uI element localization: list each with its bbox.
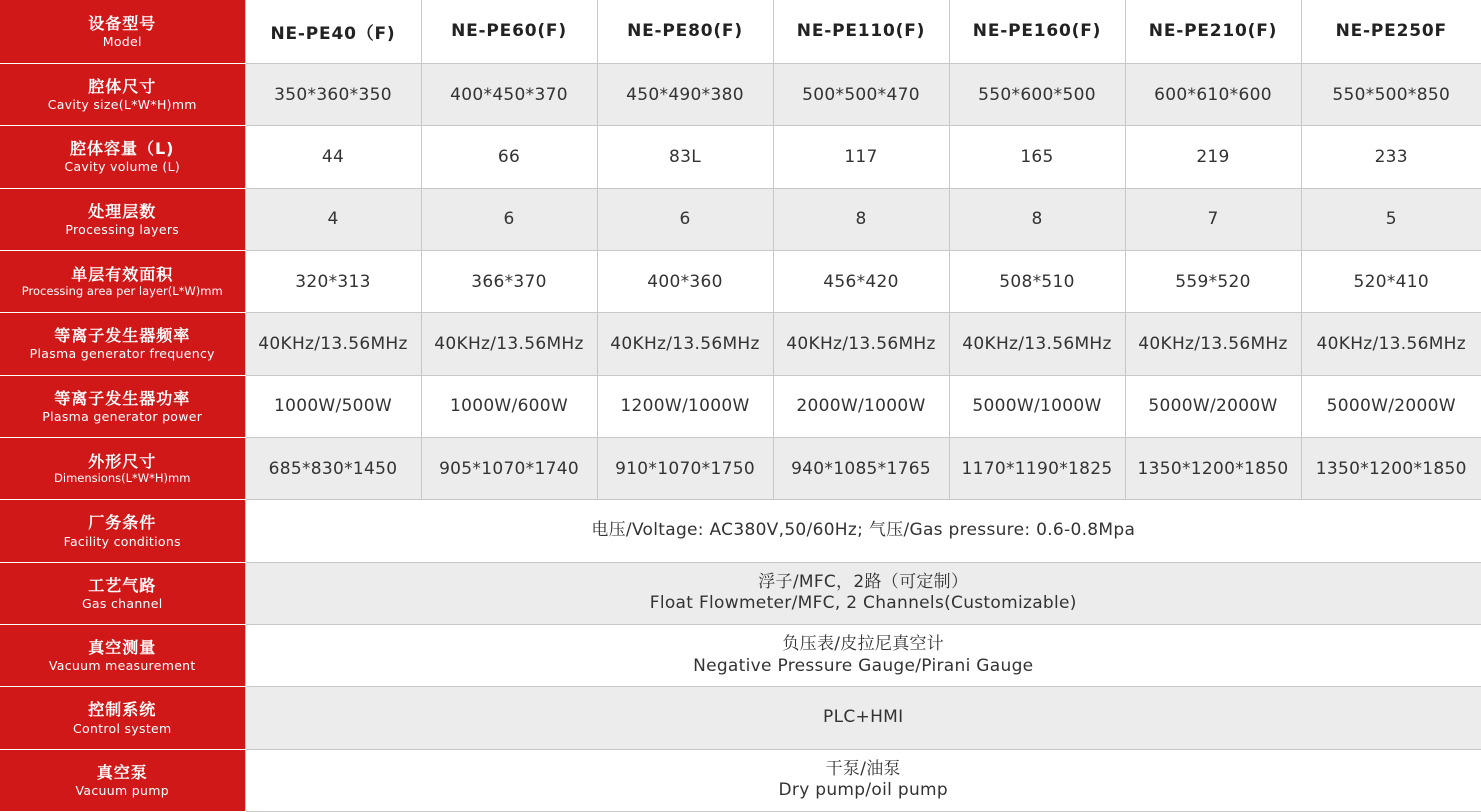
row-label <box>0 624 245 686</box>
spec-value: 400*450*370 <box>421 63 597 125</box>
spec-shared-line: Negative Pressure Gauge/Pirani Gauge <box>693 655 1034 676</box>
row-label <box>0 188 245 250</box>
spec-shared-line: 浮子/MFC，2路（可定制） <box>758 572 969 593</box>
spec-value: 165 <box>949 126 1125 188</box>
label-zh: 工艺气路 <box>88 575 157 595</box>
spec-value: 1200W/1000W <box>597 375 773 437</box>
spec-value: 550*600*500 <box>949 63 1125 125</box>
spec-row-cavity-volume <box>0 126 1481 188</box>
spec-value: 1350*1200*1850 <box>1125 437 1301 499</box>
spec-value: 600*610*600 <box>1125 63 1301 125</box>
spec-shared-line: Float Flowmeter/MFC, 2 Channels(Customizable) <box>649 593 1077 614</box>
spec-shared-line: 负压表/皮拉尼真空计 <box>782 634 945 655</box>
label-zh: 单层有效面积 <box>71 264 174 284</box>
spec-value: 40KHz/13.56MHz <box>949 313 1125 375</box>
spec-row-plasma-frequency <box>0 313 1481 375</box>
spec-value: 1170*1190*1825 <box>949 437 1125 499</box>
model-header: NE-PE40（F) <box>245 0 421 63</box>
spec-value: 520*410 <box>1301 250 1481 312</box>
label-zh: 等离子发生器功率 <box>54 388 191 408</box>
spec-value: 117 <box>773 126 949 188</box>
row-label <box>0 313 245 375</box>
label-en: Gas channel <box>81 595 163 611</box>
label-zh: 处理层数 <box>88 201 157 221</box>
label-en: Vacuum measurement <box>48 658 196 674</box>
spec-value: 40KHz/13.56MHz <box>245 313 421 375</box>
model-header: NE-PE250F <box>1301 0 1481 63</box>
label-zh: 外形尺寸 <box>88 451 157 471</box>
model-header: NE-PE110(F) <box>773 0 949 63</box>
spec-value: 940*1085*1765 <box>773 437 949 499</box>
spec-value: 40KHz/13.56MHz <box>773 313 949 375</box>
spec-value: 5 <box>1301 188 1481 250</box>
spec-value: 400*360 <box>597 250 773 312</box>
spec-value: 40KHz/13.56MHz <box>597 313 773 375</box>
spec-value: 40KHz/13.56MHz <box>1125 313 1301 375</box>
spec-value: 5000W/1000W <box>949 375 1125 437</box>
spec-value: 550*500*850 <box>1301 63 1481 125</box>
spec-value: 685*830*1450 <box>245 437 421 499</box>
model-header: NE-PE80(F) <box>597 0 773 63</box>
spec-row-vacuum-measurement <box>0 624 1481 686</box>
label-en: Cavity volume (L) <box>64 159 181 175</box>
row-label <box>0 687 245 749</box>
label-zh: 腔体尺寸 <box>88 76 157 96</box>
spec-shared-value <box>245 562 1481 624</box>
label-en: Processing layers <box>65 221 180 237</box>
label-zh: 真空泵 <box>96 762 148 782</box>
label-en: Vacuum pump <box>75 782 169 798</box>
spec-value: 366*370 <box>421 250 597 312</box>
row-label <box>0 437 245 499</box>
label-zh: 控制系统 <box>88 700 157 720</box>
label-zh: 腔体容量（L) <box>69 139 175 159</box>
spec-shared-value <box>245 687 1481 749</box>
header-row <box>0 0 1481 63</box>
row-label <box>0 562 245 624</box>
spec-value: 1350*1200*1850 <box>1301 437 1481 499</box>
spec-value: 559*520 <box>1125 250 1301 312</box>
label-en: Plasma generator frequency <box>29 346 215 362</box>
spec-value: 320*313 <box>245 250 421 312</box>
label-en: Cavity size(L*W*H)mm <box>47 97 197 113</box>
spec-value: 2000W/1000W <box>773 375 949 437</box>
row-label <box>0 0 245 63</box>
spec-row-processing-area <box>0 250 1481 312</box>
spec-value: 5000W/2000W <box>1125 375 1301 437</box>
spec-row-facility-conditions <box>0 500 1481 562</box>
row-label <box>0 375 245 437</box>
spec-value: 905*1070*1740 <box>421 437 597 499</box>
spec-row-plasma-power <box>0 375 1481 437</box>
spec-row-vacuum-pump <box>0 749 1481 811</box>
label-en: Facility conditions <box>63 533 181 549</box>
spec-shared-line: Dry pump/oil pump <box>778 780 948 801</box>
label-en: Control system <box>72 720 172 736</box>
spec-value: 8 <box>949 188 1125 250</box>
spec-value: 350*360*350 <box>245 63 421 125</box>
spec-value: 450*490*380 <box>597 63 773 125</box>
spec-value: 1000W/500W <box>245 375 421 437</box>
spec-row-processing-layers <box>0 188 1481 250</box>
spec-value: 5000W/2000W <box>1301 375 1481 437</box>
spec-value: 40KHz/13.56MHz <box>421 313 597 375</box>
row-label <box>0 500 245 562</box>
spec-shared-line: 电压/Voltage: AC380V,50/60Hz; 气压/Gas pressure: 0.6-0.8Mpa <box>591 520 1136 541</box>
spec-value: 219 <box>1125 126 1301 188</box>
spec-value: 4 <box>245 188 421 250</box>
spec-row-cavity-size <box>0 63 1481 125</box>
spec-shared-line: PLC+HMI <box>823 707 904 728</box>
model-header: NE-PE60(F) <box>421 0 597 63</box>
spec-value: 456*420 <box>773 250 949 312</box>
row-label <box>0 250 245 312</box>
model-header: NE-PE210(F) <box>1125 0 1301 63</box>
spec-value: 508*510 <box>949 250 1125 312</box>
spec-shared-value <box>245 749 1481 811</box>
row-label <box>0 63 245 125</box>
spec-value: 910*1070*1750 <box>597 437 773 499</box>
row-label <box>0 126 245 188</box>
label-zh: 真空测量 <box>88 638 157 658</box>
spec-value: 8 <box>773 188 949 250</box>
spec-value: 7 <box>1125 188 1301 250</box>
model-header: NE-PE160(F) <box>949 0 1125 63</box>
spec-value: 83L <box>597 126 773 188</box>
spec-value: 44 <box>245 126 421 188</box>
spec-value: 40KHz/13.56MHz <box>1301 313 1481 375</box>
spec-value: 66 <box>421 126 597 188</box>
row-label <box>0 749 245 811</box>
spec-row-dimensions <box>0 437 1481 499</box>
label-en: Processing area per layer(L*W)mm <box>21 283 223 298</box>
spec-value: 6 <box>421 188 597 250</box>
label-en: Dimensions(L*W*H)mm <box>54 470 191 485</box>
spec-shared-line: 干泵/油泵 <box>825 759 901 780</box>
label-en: Model <box>102 34 142 50</box>
label-en: Plasma generator power <box>42 408 203 424</box>
spec-value: 1000W/600W <box>421 375 597 437</box>
spec-row-control-system <box>0 687 1481 749</box>
spec-row-gas-channel <box>0 562 1481 624</box>
spec-value: 500*500*470 <box>773 63 949 125</box>
spec-shared-value <box>245 500 1481 562</box>
spec-value: 6 <box>597 188 773 250</box>
label-zh: 厂务条件 <box>88 513 157 533</box>
spec-shared-value <box>245 624 1481 686</box>
spec-value: 233 <box>1301 126 1481 188</box>
label-zh: 设备型号 <box>88 13 157 33</box>
label-zh: 等离子发生器频率 <box>54 326 191 346</box>
